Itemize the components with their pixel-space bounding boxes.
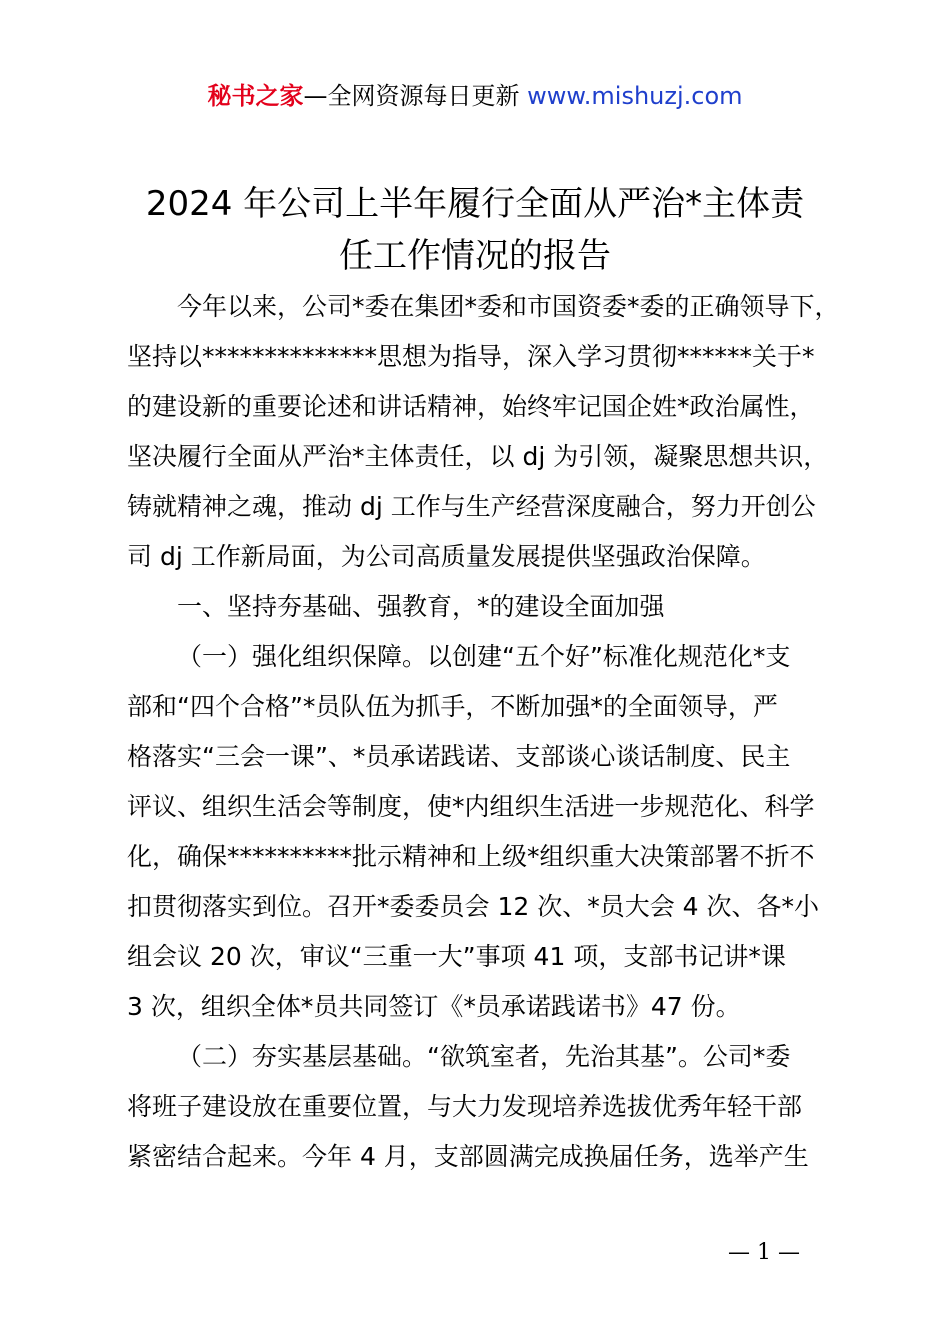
body-line: 格落实“三会一课”、*员承诺践诺、支部谈心谈话制度、民主 [127, 742, 791, 771]
body-line: 部和“四个合格”*员队伍为抓手，不断加强*的全面领导，严 [127, 692, 778, 721]
body-line: 坚决履行全面从严治*主体责任，以 dj 为引领，凝聚思想共识， [127, 442, 829, 471]
body-line: 将班子建设放在重要位置，与大力发现培养选拔优秀年轻干部 [127, 1092, 803, 1121]
body-line: 坚持以**************思想为指导，深入学习贯彻******关于* [127, 342, 815, 371]
site-url-link[interactable]: www.mishuzj.com [527, 82, 743, 110]
title-line-2: 任工作情况的报告 [339, 236, 611, 276]
brand-name: 秘书之家 [207, 82, 304, 110]
section-heading: 一、坚持夯基础、强教育，*的建设全面加强 [177, 592, 665, 621]
body-line: （二）夯实基层基础。“欲筑室者，先治其基”。公司*委 [177, 1042, 791, 1071]
body-line: 扣贯彻落实到位。召开*委委员会 12 次、*员大会 4 次、各*小 [127, 892, 820, 921]
body-line: （一）强化组织保障。以创建“五个好”标准化规范化*支 [177, 642, 791, 671]
document-body [127, 282, 867, 1182]
body-line: 铸就精神之魂，推动 dj 工作与生产经营深度融合，努力开创公 [127, 492, 816, 521]
site-banner [0, 78, 950, 114]
body-line: 3 次，组织全体*员共同签订《*员承诺践诺书》47 份。 [127, 992, 741, 1021]
body-line: 的建设新的重要论述和讲话精神，始终牢记国企姓*政治属性， [127, 392, 815, 421]
body-line: 评议、组织生活会等制度，使*内组织生活进一步规范化、科学 [127, 792, 815, 821]
banner-tagline: —全网资源每日更新 [303, 82, 528, 110]
title-line-1: 2024 年公司上半年履行全面从严治*主体责 [145, 184, 805, 224]
body-line: 紧密结合起来。今年 4 月，支部圆满完成换届任务，选举产生 [127, 1142, 809, 1171]
page-number: — 1 — [728, 1240, 800, 1265]
document-title [120, 178, 830, 282]
body-line: 组会议 20 次，审议“三重一大”事项 41 项，支部书记讲*课 [127, 942, 786, 971]
body-line: 今年以来，公司*委在集团*委和市国资委*委的正确领导下， [177, 292, 840, 321]
body-line: 司 dj 工作新局面，为公司高质量发展提供坚强政治保障。 [127, 542, 766, 571]
body-line: 化，确保**********批示精神和上级*组织重大决策部署不折不 [127, 842, 815, 871]
